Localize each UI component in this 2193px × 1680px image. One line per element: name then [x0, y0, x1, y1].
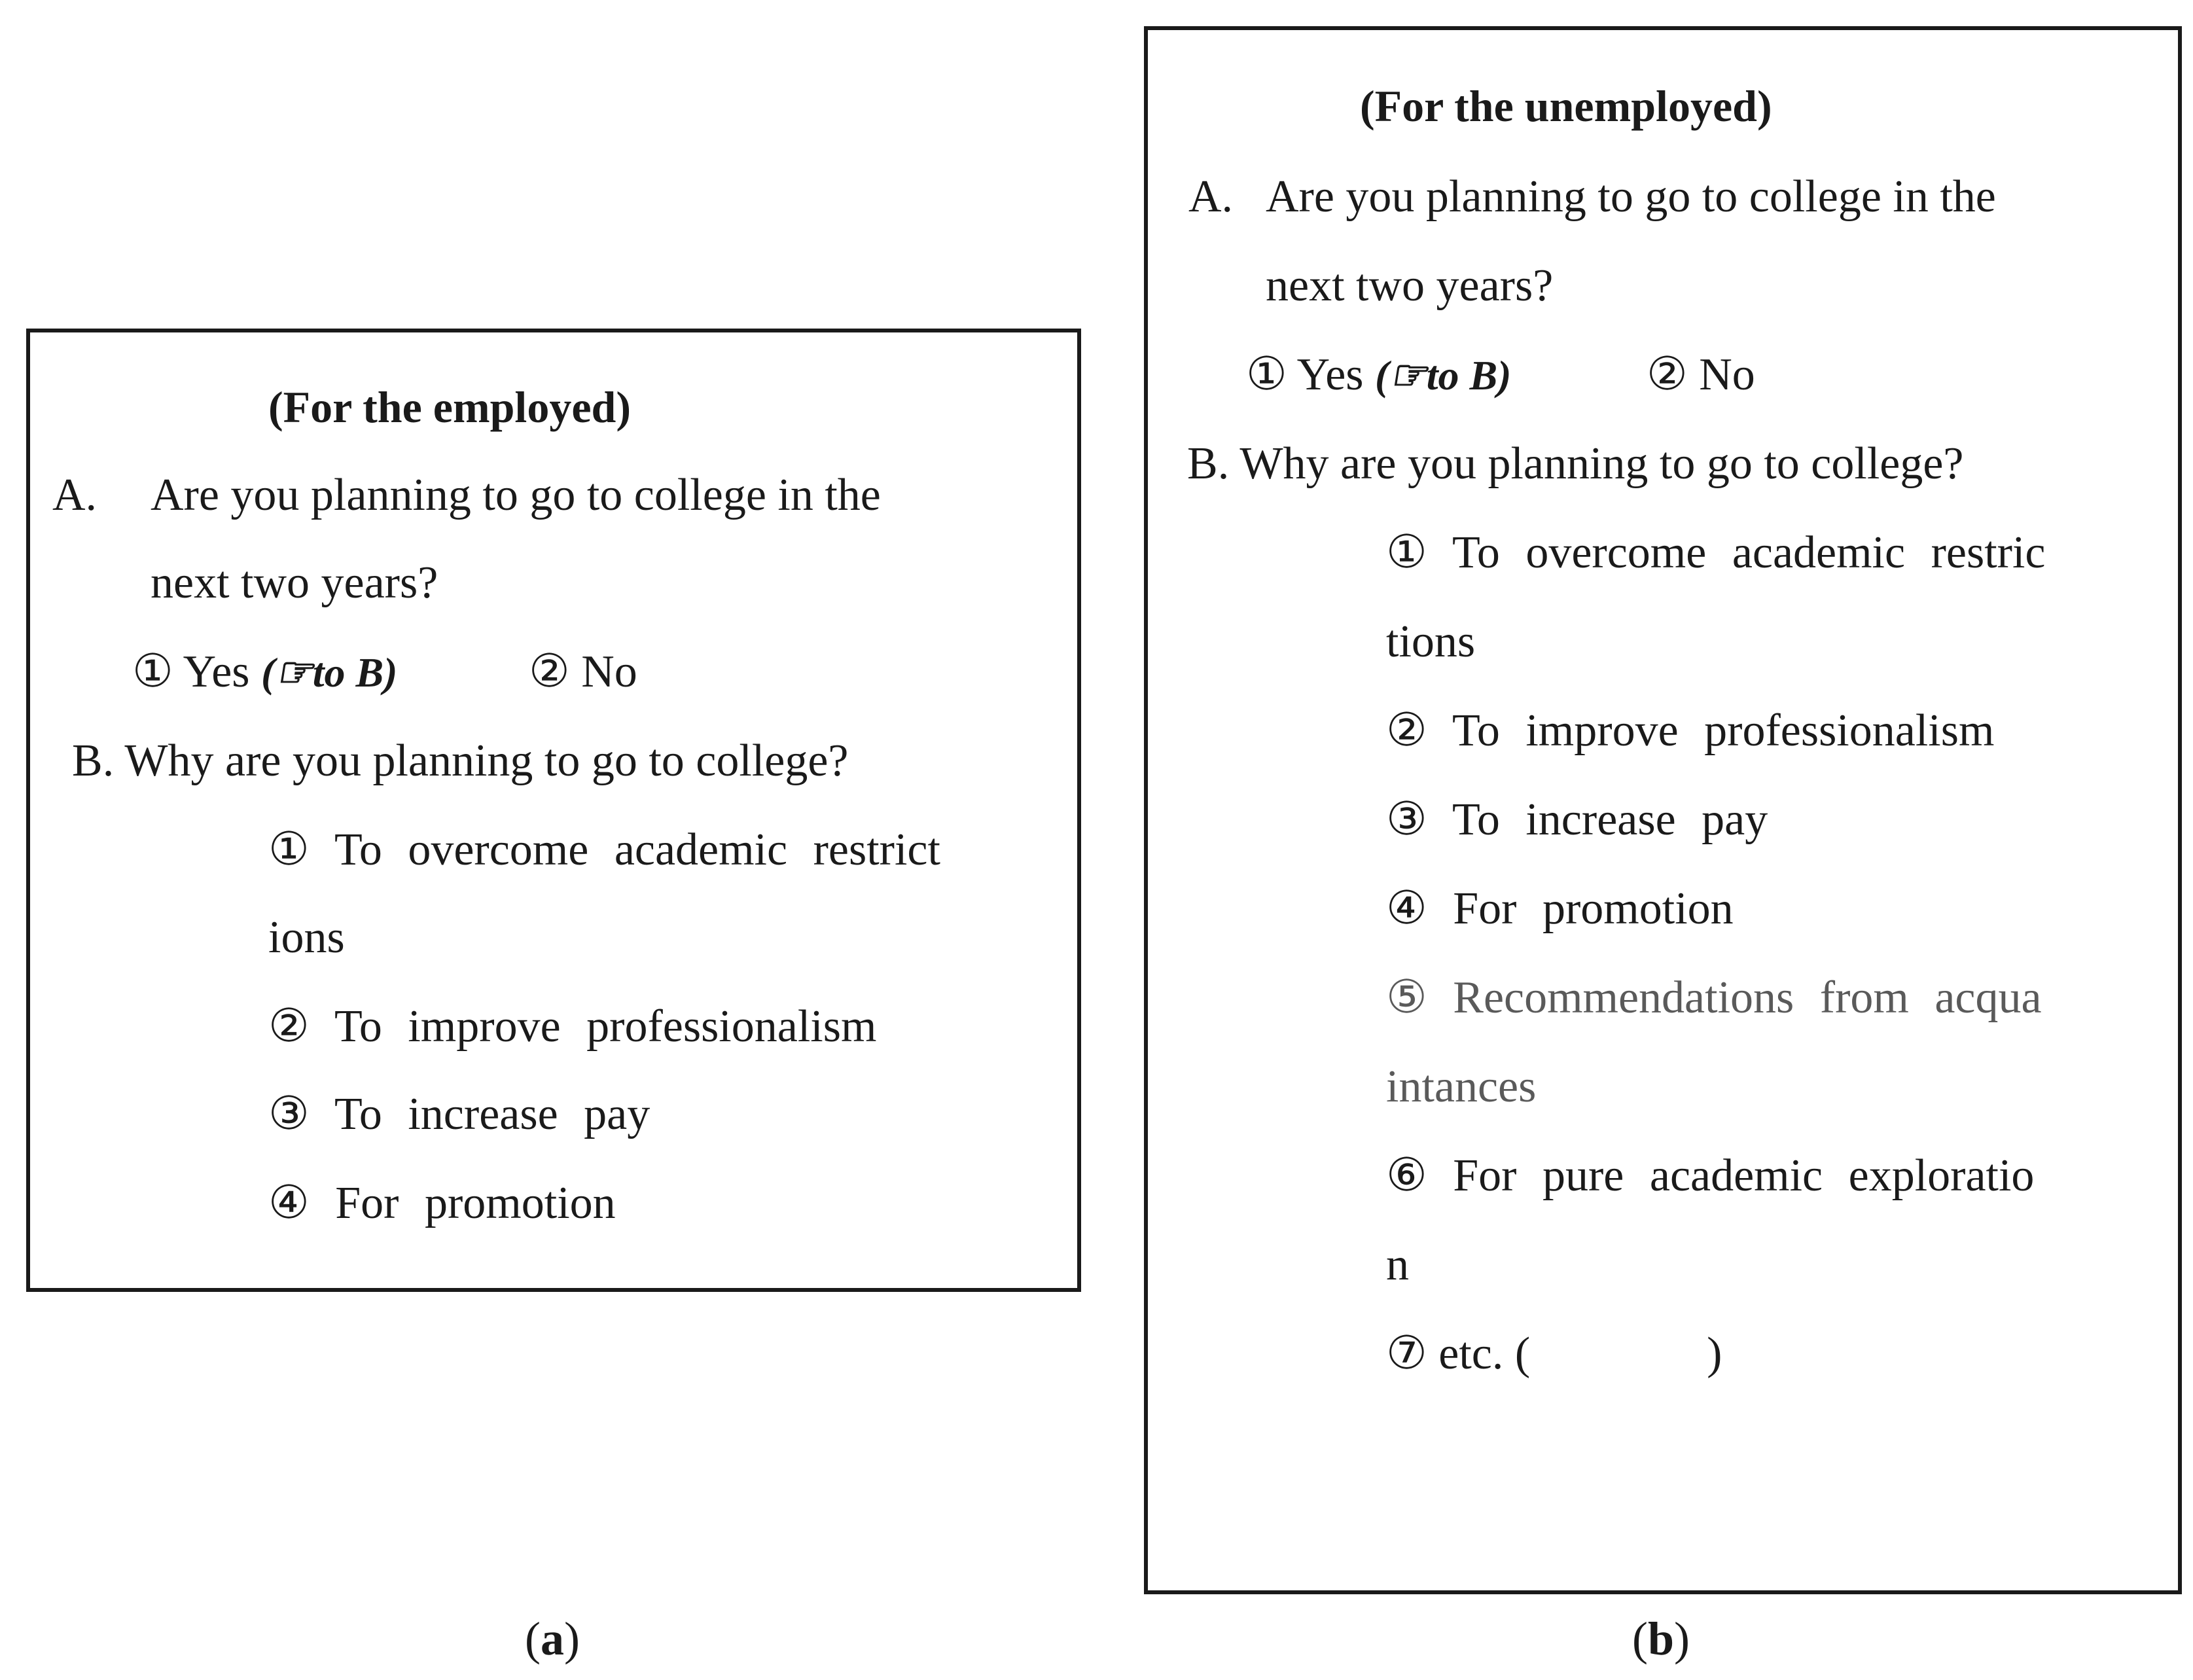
reason-2: ② To improve professionalism [268, 1001, 877, 1052]
reason-6-line1: ⑥ For pure academic exploratio [1386, 1151, 2035, 1201]
panel-unemployed [1144, 26, 2182, 1594]
panel-employed [26, 329, 1081, 1292]
reason-1-line2: tions [1386, 617, 1476, 667]
question-a-letter: A. [52, 470, 98, 520]
caption-b-letter: b [1647, 1613, 1675, 1665]
question-a-text-line2: next two years? [151, 558, 438, 608]
reason-1-line1: ① To overcome academic restric [1386, 527, 2046, 578]
question-a-text-line1: Are you planning to go to college in the [151, 470, 881, 520]
caption-b-close: ) [1674, 1613, 1690, 1665]
reason-7-label: ⑦ etc. ( [1386, 1329, 1531, 1379]
caption-a-close: ) [563, 1613, 580, 1665]
reason-4: ④ For promotion [268, 1178, 616, 1228]
reason-2: ② To improve professionalism [1386, 706, 1995, 756]
option-yes-label: ① Yes [132, 647, 250, 697]
option-yes-label: ① Yes [1246, 349, 1364, 400]
option-yes [132, 649, 397, 695]
question-a-text-line1: Are you planning to go to college in the [1266, 171, 1996, 222]
question-b-text: B. Why are you planning to go to college? [1187, 438, 1964, 489]
option-no: ② No [1647, 349, 1755, 400]
option-yes-jump: (☞to B) [1375, 352, 1512, 399]
reason-3: ③ To increase pay [1386, 795, 1768, 845]
question-b-text: B. Why are you planning to go to college? [72, 736, 849, 786]
question-a-letter: A. [1188, 171, 1234, 222]
panel-heading: (For the employed) [268, 382, 631, 432]
question-a-text-line2: next two years? [1266, 260, 1554, 311]
reason-5-line1: ⑤ Recommendations from acqua [1386, 973, 2042, 1023]
option-yes-jump: (☞to B) [261, 649, 398, 696]
reason-1-line2: ions [268, 912, 345, 963]
option-no: ② No [529, 647, 637, 697]
option-yes [1246, 349, 1512, 400]
caption-b-open: ( [1632, 1613, 1648, 1665]
reason-4: ④ For promotion [1386, 884, 1734, 934]
caption-a-open: ( [525, 1613, 541, 1665]
reason-6-line2: n [1386, 1240, 1409, 1290]
reason-1-line1: ① To overcome academic restrict [268, 825, 940, 875]
caption-a-letter: a [540, 1613, 564, 1665]
reason-7-close: ) [1707, 1329, 1722, 1379]
reason-5-line2: intances [1386, 1062, 1537, 1112]
reason-7 [1386, 1331, 1722, 1377]
reason-3: ③ To increase pay [268, 1089, 651, 1139]
caption-a [525, 1613, 580, 1665]
caption-b [1632, 1613, 1690, 1665]
panel-heading: (For the unemployed) [1360, 81, 1772, 131]
